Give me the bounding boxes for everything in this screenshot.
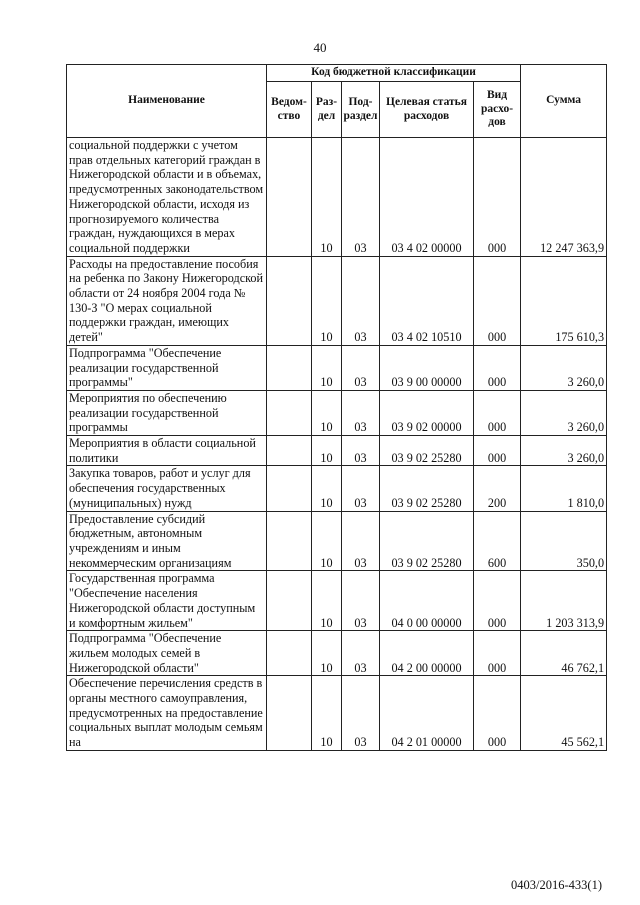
- row-target-item: 04 0 00 00000: [380, 571, 474, 631]
- row-subsection: 03: [342, 390, 380, 435]
- table-row: [67, 571, 607, 631]
- row-amount: 12 247 363,9: [521, 138, 607, 257]
- row-expense-type: 600: [474, 511, 521, 571]
- row-expense-type: 000: [474, 390, 521, 435]
- budget-table: [66, 64, 607, 751]
- header-expense-type: Вид расхо-дов: [474, 82, 521, 138]
- table-body: [67, 138, 607, 751]
- row-target-item: 03 9 02 25280: [380, 436, 474, 466]
- header-department: Ведом-ство: [267, 82, 312, 138]
- row-name: Мероприятия в области социальной политики: [67, 436, 267, 466]
- table-row: [67, 138, 607, 257]
- table-row: [67, 345, 607, 390]
- header-target-item: Целевая статья расходов: [380, 82, 474, 138]
- row-name: Расходы на предоставление пособия на ребенка по Закону Нижегородской области от 24 ноября 2004 года № 130-З "О мерах социальной поддержки граждан, имеющих детей": [67, 256, 267, 345]
- row-section: 10: [312, 676, 342, 751]
- table-row: [67, 631, 607, 676]
- row-target-item: 03 4 02 10510: [380, 256, 474, 345]
- row-amount: 3 260,0: [521, 390, 607, 435]
- row-department: [267, 138, 312, 257]
- row-subsection: 03: [342, 466, 380, 511]
- row-expense-type: 000: [474, 256, 521, 345]
- table-row: [67, 511, 607, 571]
- row-name: Мероприятия по обеспечению реализации государственной программы: [67, 390, 267, 435]
- row-name: Подпрограмма "Обеспечение жильем молодых семей в Нижегородской области": [67, 631, 267, 676]
- row-subsection: 03: [342, 571, 380, 631]
- row-amount: 3 260,0: [521, 436, 607, 466]
- row-expense-type: 000: [474, 138, 521, 257]
- row-amount: 350,0: [521, 511, 607, 571]
- table-row: [67, 256, 607, 345]
- row-expense-type: 000: [474, 345, 521, 390]
- row-expense-type: 000: [474, 676, 521, 751]
- row-department: [267, 676, 312, 751]
- row-subsection: 03: [342, 631, 380, 676]
- row-expense-type: 000: [474, 631, 521, 676]
- table-row: [67, 676, 607, 751]
- row-subsection: 03: [342, 256, 380, 345]
- row-target-item: 03 9 02 25280: [380, 466, 474, 511]
- row-expense-type: 000: [474, 571, 521, 631]
- table-row: [67, 436, 607, 466]
- row-department: [267, 466, 312, 511]
- header-amount: Сумма: [521, 65, 607, 138]
- row-target-item: 03 9 00 00000: [380, 345, 474, 390]
- row-section: 10: [312, 466, 342, 511]
- row-section: 10: [312, 256, 342, 345]
- row-section: 10: [312, 571, 342, 631]
- row-department: [267, 571, 312, 631]
- row-amount: 46 762,1: [521, 631, 607, 676]
- row-amount: 1 810,0: [521, 466, 607, 511]
- row-department: [267, 436, 312, 466]
- header-codes-group: Код бюджетной классификации: [267, 65, 521, 82]
- row-expense-type: 000: [474, 436, 521, 466]
- row-section: 10: [312, 138, 342, 257]
- row-target-item: 04 2 00 00000: [380, 631, 474, 676]
- header-row-1: [67, 65, 607, 82]
- row-section: 10: [312, 390, 342, 435]
- row-name: Обеспечение перечисления средств в органы местного самоуправления, предусмотренных на предоставление социальных выплат молодым семьям на: [67, 676, 267, 751]
- row-department: [267, 390, 312, 435]
- row-amount: 175 610,3: [521, 256, 607, 345]
- row-section: 10: [312, 345, 342, 390]
- row-target-item: 03 4 02 00000: [380, 138, 474, 257]
- row-subsection: 03: [342, 345, 380, 390]
- row-subsection: 03: [342, 511, 380, 571]
- row-subsection: 03: [342, 138, 380, 257]
- header-subsection: Под-раздел: [342, 82, 380, 138]
- row-amount: 1 203 313,9: [521, 571, 607, 631]
- row-section: 10: [312, 436, 342, 466]
- page-number: 40: [313, 40, 327, 55]
- row-name: Подпрограмма "Обеспечение реализации государственной программы": [67, 345, 267, 390]
- table-row: [67, 390, 607, 435]
- row-department: [267, 256, 312, 345]
- row-section: 10: [312, 511, 342, 571]
- row-section: 10: [312, 631, 342, 676]
- row-name: Государственная программа "Обеспечение населения Нижегородской области доступным и комфортным жильем": [67, 571, 267, 631]
- row-target-item: 03 9 02 00000: [380, 390, 474, 435]
- row-department: [267, 511, 312, 571]
- row-name: социальной поддержки с учетом прав отдельных категорий граждан в Нижегородской области и в объемах, предусмотренных законодательством Нижегородской области, исходя из прогнозируемого количества граждан, нуждающихся в мерах социальной поддержки: [67, 138, 267, 257]
- header-section: Раз-дел: [312, 82, 342, 138]
- row-amount: 3 260,0: [521, 345, 607, 390]
- row-name: Закупка товаров, работ и услуг для обеспечения государственных (муниципальных) нужд: [67, 466, 267, 511]
- row-expense-type: 200: [474, 466, 521, 511]
- row-subsection: 03: [342, 676, 380, 751]
- header-name: Наименование: [67, 65, 267, 138]
- row-target-item: 03 9 02 25280: [380, 511, 474, 571]
- document-code: 0403/2016-433(1): [511, 878, 602, 892]
- row-target-item: 04 2 01 00000: [380, 676, 474, 751]
- row-name: Предоставление субсидий бюджетным, автономным учреждениям и иным некоммерческим организациям: [67, 511, 267, 571]
- row-department: [267, 345, 312, 390]
- row-amount: 45 562,1: [521, 676, 607, 751]
- row-department: [267, 631, 312, 676]
- row-subsection: 03: [342, 436, 380, 466]
- table-row: [67, 466, 607, 511]
